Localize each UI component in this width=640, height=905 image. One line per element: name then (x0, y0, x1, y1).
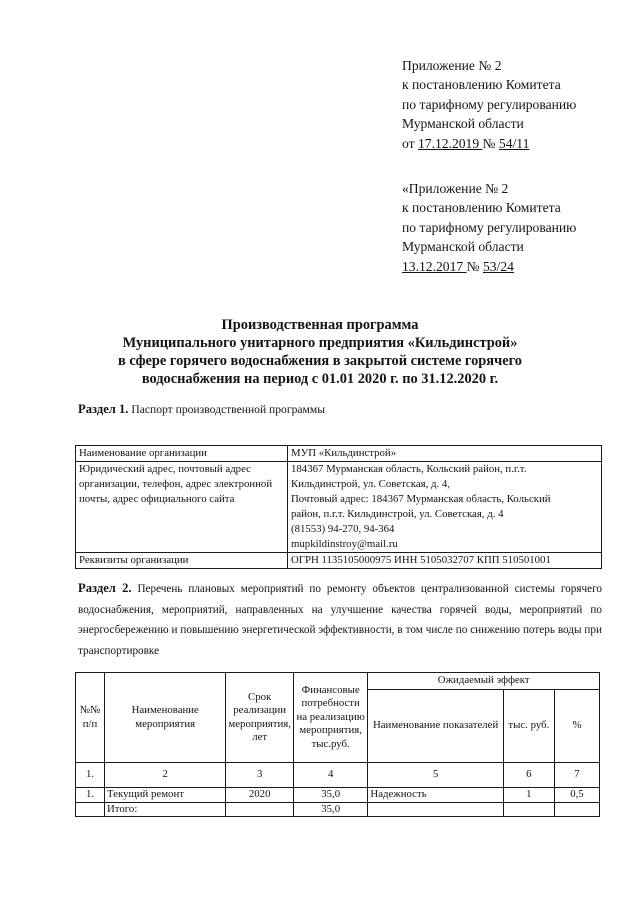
passport-value-line: ОГРН 1135105000975 ИНН 5105032707 КПП 510501001 (291, 554, 551, 566)
column-number: 3 (226, 763, 294, 788)
header-percent: % (554, 690, 599, 763)
appendix-previous-line3: по тарифному регулированию (402, 219, 577, 235)
section1-text: Паспорт производственной программы (131, 403, 326, 416)
total-label: Итого: (105, 802, 226, 817)
measure-term: 2020 (226, 788, 294, 803)
appendix-previous-number-sign: № (466, 258, 483, 274)
measure-name: Текущий ремонт (105, 788, 226, 803)
appendix-current-number-sign: № (482, 135, 499, 151)
measure-percent: 0,5 (554, 788, 599, 803)
appendix-previous-line2: к постановлению Комитета (402, 200, 561, 216)
measure-row (76, 788, 600, 803)
column-number: 1. (76, 763, 105, 788)
total-row (76, 802, 600, 817)
total-empty-cell (226, 802, 294, 817)
appendix-current-line4: Мурманской области (402, 116, 524, 132)
column-number: 7 (554, 763, 599, 788)
title-line3: в сфере горячего водоснабжения в закрытой системе горячего (118, 353, 522, 369)
total-empty-cell (503, 802, 554, 817)
passport-label-cell: Наименование организации (76, 446, 288, 462)
column-number: 2 (105, 763, 226, 788)
section2-text: Перечень плановых мероприятий по ремонту объектов централизованной системы горячего водоснабжения, мероприятий, направленных на улучшение качества горячей воды, мероприятий по энергосбережению и повышению энергетической эффективности, в том числе по снижению потерь воды при транспортировке (78, 583, 602, 657)
appendix-current-number: 54/11 (498, 135, 530, 151)
passport-value-line: (81553) 94-270, 94-364 (291, 523, 395, 535)
passport-row (76, 553, 602, 569)
column-numbers-row (76, 763, 600, 788)
header-term: Срок реализации мероприятия, лет (226, 673, 294, 763)
passport-row (76, 446, 602, 462)
passport-value-line: МУП «Кильдинстрой» (291, 447, 397, 459)
measure-finance: 35,0 (293, 788, 367, 803)
passport-value-line: 184367 Мурманская область, Кольский район, п.г.т. (291, 463, 527, 475)
passport-value-line: Кильдинстрой, ул. Советская, д. 4, (291, 478, 450, 490)
passport-value-line: mupkildinstroy@mail.ru (291, 538, 398, 550)
appendix-current-block (402, 56, 576, 153)
header-effect: Ожидаемый эффект (368, 673, 600, 690)
passport-table (75, 445, 602, 569)
total-empty-cell (554, 802, 599, 817)
header-finance: Финансовые потребности на реализацию мероприятия, тыс.руб. (293, 673, 367, 763)
header-num: №№ п/п (76, 673, 105, 763)
appendix-current-date: 17.12.2019 (417, 135, 483, 151)
measure-num: 1. (76, 788, 105, 803)
appendix-previous-line1: «Приложение № 2 (402, 181, 509, 196)
appendix-previous-line4: Мурманской области (402, 239, 524, 255)
header-name: Наименование мероприятия (105, 673, 226, 763)
passport-row (76, 462, 602, 553)
title-line4: водоснабжения на период с 01.01 2020 г. по 31.12.2020 г. (141, 371, 499, 387)
appendix-previous-number: 53/24 (482, 258, 514, 274)
passport-value-line: Почтовый адрес: 184367 Мурманская область, Кольский (291, 493, 551, 505)
total-empty-cell (368, 802, 503, 817)
section1-heading (78, 401, 325, 418)
appendix-current-line1: Приложение № 2 (402, 58, 502, 73)
passport-label-cell: Реквизиты организации (76, 553, 288, 569)
total-finance: 35,0 (293, 802, 367, 817)
header-indicator: Наименование показателей (368, 690, 503, 763)
header-thousand: тыс. руб. (503, 690, 554, 763)
title-line1: Производственная программа (221, 317, 419, 333)
section1-label: Раздел 1. (78, 402, 129, 416)
total-empty-cell (76, 802, 105, 817)
measure-thousand: 1 (503, 788, 554, 803)
section2-paragraph (78, 578, 602, 661)
passport-value-cell (288, 446, 602, 462)
appendix-current-date-prefix: от (402, 135, 418, 151)
measures-header-row (76, 673, 600, 690)
column-number: 5 (368, 763, 503, 788)
document-title (40, 316, 600, 388)
passport-value-line: район, п.г.т. Кильдинстрой, ул. Советская, д. 4 (291, 508, 504, 520)
appendix-current-line2: к постановлению Комитета (402, 77, 561, 93)
passport-value-cell (288, 553, 602, 569)
appendix-previous-block (402, 179, 576, 276)
column-number: 4 (293, 763, 367, 788)
measures-table (75, 672, 600, 817)
passport-label-cell: Юридический адрес, почтовый адрес организации, телефон, адрес электронной почты, адрес официального сайта (76, 462, 288, 553)
appendix-current-line3: по тарифному регулированию (402, 96, 577, 112)
passport-value-cell (288, 462, 602, 553)
appendix-previous-date-line (402, 257, 576, 276)
section2-label: Раздел 2. (78, 581, 132, 595)
appendix-current-date-line (402, 134, 576, 153)
column-number: 6 (503, 763, 554, 788)
measure-indicator: Надежность (368, 788, 503, 803)
title-line2: Муниципального унитарного предприятия «Кильдинстрой» (122, 335, 518, 351)
appendix-previous-date: 13.12.2017 (402, 258, 467, 274)
